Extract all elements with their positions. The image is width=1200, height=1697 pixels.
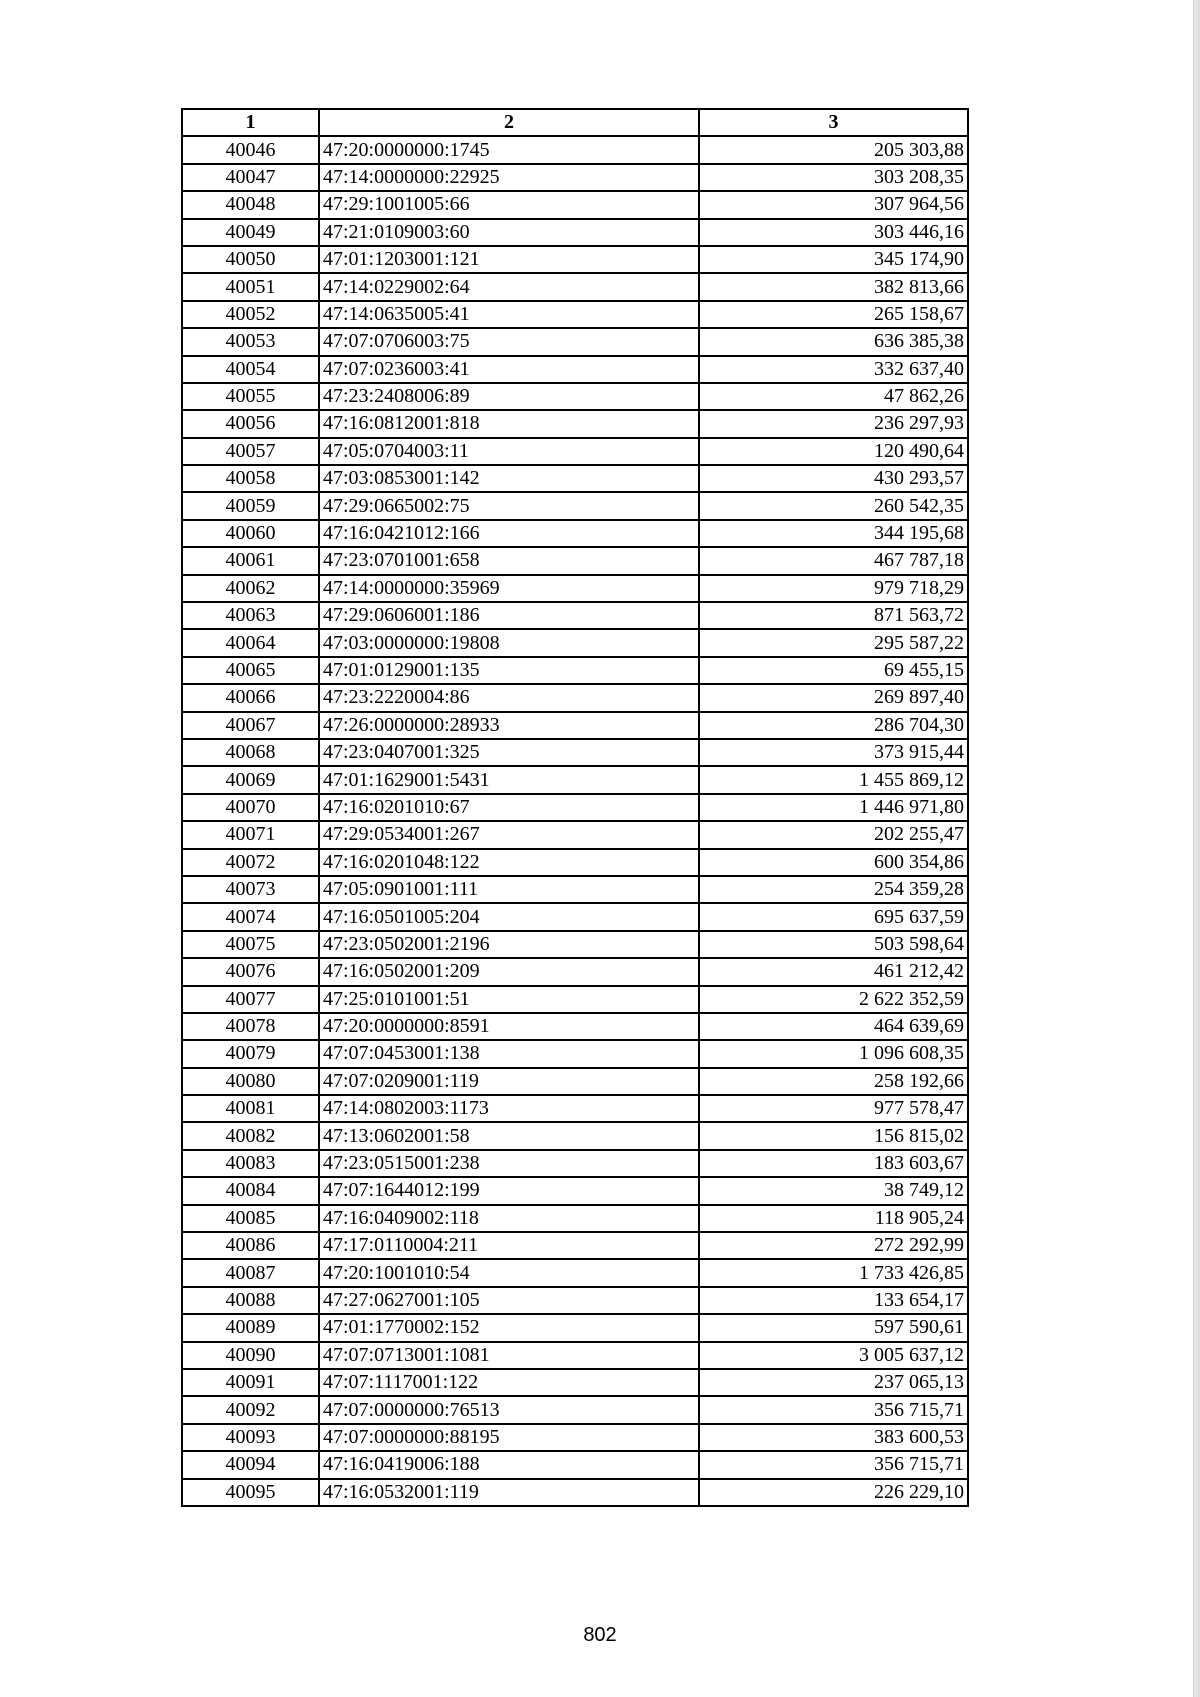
cadastral-number-cell: 47:26:0000000:28933: [319, 712, 699, 739]
cadastral-number-cell: 47:23:0502001:2196: [319, 931, 699, 958]
value-cell: 597 590,61: [699, 1314, 968, 1341]
table-row: [182, 410, 968, 437]
cadastral-number-cell: 47:16:0419006:188: [319, 1451, 699, 1478]
table-row: [182, 547, 968, 574]
value-cell: 286 704,30: [699, 712, 968, 739]
row-number-cell: 40083: [182, 1150, 319, 1177]
page-number: 802: [583, 1624, 617, 1646]
value-cell: 133 654,17: [699, 1287, 968, 1314]
row-number-cell: 40061: [182, 547, 319, 574]
value-cell: 503 598,64: [699, 931, 968, 958]
page-edge: [1193, 0, 1200, 1697]
table-row: [182, 986, 968, 1013]
table-row: [182, 876, 968, 903]
row-number-cell: 40093: [182, 1424, 319, 1451]
data-table: [181, 108, 969, 1507]
cadastral-number-cell: 47:01:1770002:152: [319, 1314, 699, 1341]
row-number-cell: 40063: [182, 602, 319, 629]
value-cell: 38 749,12: [699, 1177, 968, 1204]
value-cell: 1 455 869,12: [699, 766, 968, 793]
cadastral-number-cell: 47:23:0515001:238: [319, 1150, 699, 1177]
header-col-2: 2: [319, 109, 699, 136]
cadastral-number-cell: 47:07:0236003:41: [319, 356, 699, 383]
value-cell: 205 303,88: [699, 136, 968, 163]
row-number-cell: 40082: [182, 1122, 319, 1149]
table-row: [182, 1396, 968, 1423]
row-number-cell: 40086: [182, 1232, 319, 1259]
table-row: [182, 1287, 968, 1314]
value-cell: 1 096 608,35: [699, 1040, 968, 1067]
value-cell: 118 905,24: [699, 1205, 968, 1232]
cadastral-number-cell: 47:20:0000000:8591: [319, 1013, 699, 1040]
table-row: [182, 219, 968, 246]
value-cell: 2 622 352,59: [699, 986, 968, 1013]
value-cell: 464 639,69: [699, 1013, 968, 1040]
table-row: [182, 164, 968, 191]
cadastral-number-cell: 47:03:0853001:142: [319, 465, 699, 492]
value-cell: 236 297,93: [699, 410, 968, 437]
table-row: [182, 1068, 968, 1095]
value-cell: 383 600,53: [699, 1424, 968, 1451]
row-number-cell: 40068: [182, 739, 319, 766]
value-cell: 332 637,40: [699, 356, 968, 383]
row-number-cell: 40075: [182, 931, 319, 958]
table-row: [182, 1232, 968, 1259]
value-cell: 265 158,67: [699, 301, 968, 328]
table-row: [182, 766, 968, 793]
row-number-cell: 40070: [182, 794, 319, 821]
cadastral-number-cell: 47:01:1203001:121: [319, 246, 699, 273]
row-number-cell: 40050: [182, 246, 319, 273]
table-row: [182, 739, 968, 766]
table-row: [182, 301, 968, 328]
header-row: [182, 109, 968, 136]
table-header: [182, 109, 968, 136]
value-cell: 47 862,26: [699, 383, 968, 410]
cadastral-number-cell: 47:14:0000000:35969: [319, 575, 699, 602]
row-number-cell: 40062: [182, 575, 319, 602]
value-cell: 1 446 971,80: [699, 794, 968, 821]
row-number-cell: 40079: [182, 1040, 319, 1067]
value-cell: 345 174,90: [699, 246, 968, 273]
row-number-cell: 40076: [182, 958, 319, 985]
table-row: [182, 1369, 968, 1396]
cadastral-number-cell: 47:20:0000000:1745: [319, 136, 699, 163]
table-row: [182, 1479, 968, 1506]
value-cell: 600 354,86: [699, 849, 968, 876]
table-row: [182, 1259, 968, 1286]
row-number-cell: 40078: [182, 1013, 319, 1040]
cadastral-number-cell: 47:07:0209001:119: [319, 1068, 699, 1095]
cadastral-number-cell: 47:27:0627001:105: [319, 1287, 699, 1314]
table-row: [182, 629, 968, 656]
row-number-cell: 40056: [182, 410, 319, 437]
row-number-cell: 40049: [182, 219, 319, 246]
value-cell: 260 542,35: [699, 492, 968, 519]
cadastral-number-cell: 47:16:0421012:166: [319, 520, 699, 547]
cadastral-number-cell: 47:16:0812001:818: [319, 410, 699, 437]
value-cell: 269 897,40: [699, 684, 968, 711]
table-row: [182, 1095, 968, 1122]
row-number-cell: 40058: [182, 465, 319, 492]
row-number-cell: 40074: [182, 903, 319, 930]
table-row: [182, 273, 968, 300]
value-cell: 272 292,99: [699, 1232, 968, 1259]
value-cell: 979 718,29: [699, 575, 968, 602]
row-number-cell: 40057: [182, 438, 319, 465]
value-cell: 295 587,22: [699, 629, 968, 656]
cadastral-number-cell: 47:07:0000000:88195: [319, 1424, 699, 1451]
row-number-cell: 40073: [182, 876, 319, 903]
table-row: [182, 520, 968, 547]
cadastral-number-cell: 47:14:0000000:22925: [319, 164, 699, 191]
row-number-cell: 40055: [182, 383, 319, 410]
row-number-cell: 40053: [182, 328, 319, 355]
row-number-cell: 40067: [182, 712, 319, 739]
cadastral-number-cell: 47:05:0704003:11: [319, 438, 699, 465]
value-cell: 120 490,64: [699, 438, 968, 465]
row-number-cell: 40064: [182, 629, 319, 656]
value-cell: 467 787,18: [699, 547, 968, 574]
value-cell: 356 715,71: [699, 1451, 968, 1478]
row-number-cell: 40095: [182, 1479, 319, 1506]
cadastral-number-cell: 47:07:0706003:75: [319, 328, 699, 355]
cadastral-number-cell: 47:03:0000000:19808: [319, 629, 699, 656]
row-number-cell: 40088: [182, 1287, 319, 1314]
cadastral-number-cell: 47:21:0109003:60: [319, 219, 699, 246]
row-number-cell: 40060: [182, 520, 319, 547]
row-number-cell: 40080: [182, 1068, 319, 1095]
cadastral-number-cell: 47:23:0701001:658: [319, 547, 699, 574]
row-number-cell: 40054: [182, 356, 319, 383]
value-cell: 382 813,66: [699, 273, 968, 300]
value-cell: 356 715,71: [699, 1396, 968, 1423]
table-row: [182, 1424, 968, 1451]
row-number-cell: 40094: [182, 1451, 319, 1478]
value-cell: 636 385,38: [699, 328, 968, 355]
table-row: [182, 684, 968, 711]
table-row: [182, 191, 968, 218]
cadastral-number-cell: 47:29:0665002:75: [319, 492, 699, 519]
value-cell: 258 192,66: [699, 1068, 968, 1095]
table-row: [182, 657, 968, 684]
table-row: [182, 958, 968, 985]
value-cell: 461 212,42: [699, 958, 968, 985]
table-row: [182, 356, 968, 383]
table-row: [182, 1122, 968, 1149]
row-number-cell: 40046: [182, 136, 319, 163]
cadastral-number-cell: 47:07:0000000:76513: [319, 1396, 699, 1423]
value-cell: 695 637,59: [699, 903, 968, 930]
row-number-cell: 40084: [182, 1177, 319, 1204]
table-row: [182, 1342, 968, 1369]
value-cell: 1 733 426,85: [699, 1259, 968, 1286]
row-number-cell: 40085: [182, 1205, 319, 1232]
cadastral-number-cell: 47:17:0110004:211: [319, 1232, 699, 1259]
cadastral-number-cell: 47:23:2220004:86: [319, 684, 699, 711]
value-cell: 307 964,56: [699, 191, 968, 218]
table-row: [182, 328, 968, 355]
table-row: [182, 465, 968, 492]
table-row: [182, 712, 968, 739]
cadastral-number-cell: 47:01:0129001:135: [319, 657, 699, 684]
table-row: [182, 246, 968, 273]
row-number-cell: 40077: [182, 986, 319, 1013]
value-cell: 344 195,68: [699, 520, 968, 547]
cadastral-number-cell: 47:16:0501005:204: [319, 903, 699, 930]
row-number-cell: 40048: [182, 191, 319, 218]
row-number-cell: 40052: [182, 301, 319, 328]
header-col-3: 3: [699, 109, 968, 136]
value-cell: 183 603,67: [699, 1150, 968, 1177]
cadastral-number-cell: 47:20:1001010:54: [319, 1259, 699, 1286]
table-row: [182, 1205, 968, 1232]
table-row: [182, 383, 968, 410]
cadastral-number-cell: 47:23:0407001:325: [319, 739, 699, 766]
table-body: [182, 136, 968, 1506]
cadastral-number-cell: 47:29:0534001:267: [319, 821, 699, 848]
cadastral-number-cell: 47:07:1644012:199: [319, 1177, 699, 1204]
row-number-cell: 40069: [182, 766, 319, 793]
value-cell: 871 563,72: [699, 602, 968, 629]
row-number-cell: 40090: [182, 1342, 319, 1369]
value-cell: 373 915,44: [699, 739, 968, 766]
row-number-cell: 40051: [182, 273, 319, 300]
table-row: [182, 136, 968, 163]
value-cell: 3 005 637,12: [699, 1342, 968, 1369]
cadastral-number-cell: 47:16:0201010:67: [319, 794, 699, 821]
cadastral-number-cell: 47:01:1629001:5431: [319, 766, 699, 793]
row-number-cell: 40089: [182, 1314, 319, 1341]
row-number-cell: 40081: [182, 1095, 319, 1122]
row-number-cell: 40047: [182, 164, 319, 191]
table-row: [182, 602, 968, 629]
value-cell: 202 255,47: [699, 821, 968, 848]
cadastral-number-cell: 47:07:0713001:1081: [319, 1342, 699, 1369]
value-cell: 430 293,57: [699, 465, 968, 492]
table-row: [182, 821, 968, 848]
value-cell: 303 446,16: [699, 219, 968, 246]
table-row: [182, 575, 968, 602]
table-row: [182, 1314, 968, 1341]
value-cell: 156 815,02: [699, 1122, 968, 1149]
table-row: [182, 794, 968, 821]
table-row: [182, 903, 968, 930]
row-number-cell: 40066: [182, 684, 319, 711]
cadastral-number-cell: 47:13:0602001:58: [319, 1122, 699, 1149]
cadastral-number-cell: 47:16:0502001:209: [319, 958, 699, 985]
cadastral-number-cell: 47:16:0409002:118: [319, 1205, 699, 1232]
value-cell: 226 229,10: [699, 1479, 968, 1506]
cadastral-number-cell: 47:16:0201048:122: [319, 849, 699, 876]
value-cell: 237 065,13: [699, 1369, 968, 1396]
row-number-cell: 40092: [182, 1396, 319, 1423]
table-row: [182, 1451, 968, 1478]
cadastral-number-cell: 47:29:0606001:186: [319, 602, 699, 629]
table-row: [182, 438, 968, 465]
value-cell: 977 578,47: [699, 1095, 968, 1122]
cadastral-number-cell: 47:14:0635005:41: [319, 301, 699, 328]
row-number-cell: 40091: [182, 1369, 319, 1396]
row-number-cell: 40059: [182, 492, 319, 519]
cadastral-number-cell: 47:25:0101001:51: [319, 986, 699, 1013]
row-number-cell: 40087: [182, 1259, 319, 1286]
cadastral-number-cell: 47:05:0901001:111: [319, 876, 699, 903]
table-row: [182, 1040, 968, 1067]
table-row: [182, 1013, 968, 1040]
table-row: [182, 931, 968, 958]
table-row: [182, 1150, 968, 1177]
value-cell: 69 455,15: [699, 657, 968, 684]
value-cell: 303 208,35: [699, 164, 968, 191]
value-cell: 254 359,28: [699, 876, 968, 903]
table-row: [182, 849, 968, 876]
cadastral-number-cell: 47:14:0802003:1173: [319, 1095, 699, 1122]
row-number-cell: 40071: [182, 821, 319, 848]
row-number-cell: 40065: [182, 657, 319, 684]
table-row: [182, 1177, 968, 1204]
header-col-1: 1: [182, 109, 319, 136]
cadastral-number-cell: 47:14:0229002:64: [319, 273, 699, 300]
cadastral-number-cell: 47:07:1117001:122: [319, 1369, 699, 1396]
row-number-cell: 40072: [182, 849, 319, 876]
table-row: [182, 492, 968, 519]
cadastral-number-cell: 47:29:1001005:66: [319, 191, 699, 218]
cadastral-number-cell: 47:23:2408006:89: [319, 383, 699, 410]
cadastral-number-cell: 47:07:0453001:138: [319, 1040, 699, 1067]
cadastral-number-cell: 47:16:0532001:119: [319, 1479, 699, 1506]
